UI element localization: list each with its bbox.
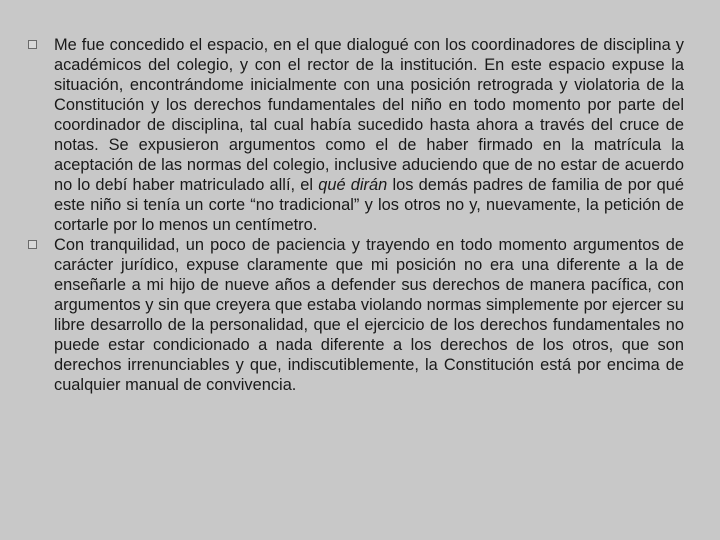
- bullet-text-1-italic: qué dirán: [318, 176, 388, 194]
- square-bullet-icon: [28, 240, 37, 249]
- bullet-text-1-part-b: los demás padres de familia de por qué este niño si tenía un corte “no tradicional” y los otros no y, nuevamente, la petición de cortarle por lo menos un centímetro.: [54, 176, 684, 234]
- bullet-item-2: [54, 235, 684, 395]
- bullet-text-1-part-a: Me fue concedido el espacio, en el que dialogué con los coordinadores de disciplina y académicos del colegio, y con el rector de la institución. En este espacio expuse la situación, encontrándome inicialmente con una posición retrograda y violatoria de la Constitución y los derechos fundamentales del niño en todo momento por parte del coordinador de disciplina, tal cual había sucedido hasta ahora a través del cruce de notas. Se expusieron argumentos como el de haber firmado en la matrícula la aceptación de las normas del colegio, inclusive aduciendo que de no estar de acuerdo no lo debí haber matriculado allí, el: [54, 36, 684, 194]
- bullet-text-1: [54, 36, 684, 234]
- bullet-text-2: Con tranquilidad, un poco de paciencia y trayendo en todo momento argumentos de carácter jurídico, expuse claramente que mi posición no era una diferente a la de enseñarle a mi hijo de nueve años a defender sus derechos de manera pacífica, con argumentos y sin que creyera que estaba violando normas simplemente por ejercer su libre desarrollo de la personalidad, que el ejercicio de los derechos fundamentales no puede estar condicionado a nada diferente a los derechos de los otros, que son derechos irrenunciables y que, indiscutiblemente, la Constitución está por encima de cualquier manual de convivencia.: [54, 236, 684, 394]
- square-bullet-icon: [28, 40, 37, 49]
- bullet-item-1: [54, 35, 684, 235]
- bullet-list: [54, 35, 684, 395]
